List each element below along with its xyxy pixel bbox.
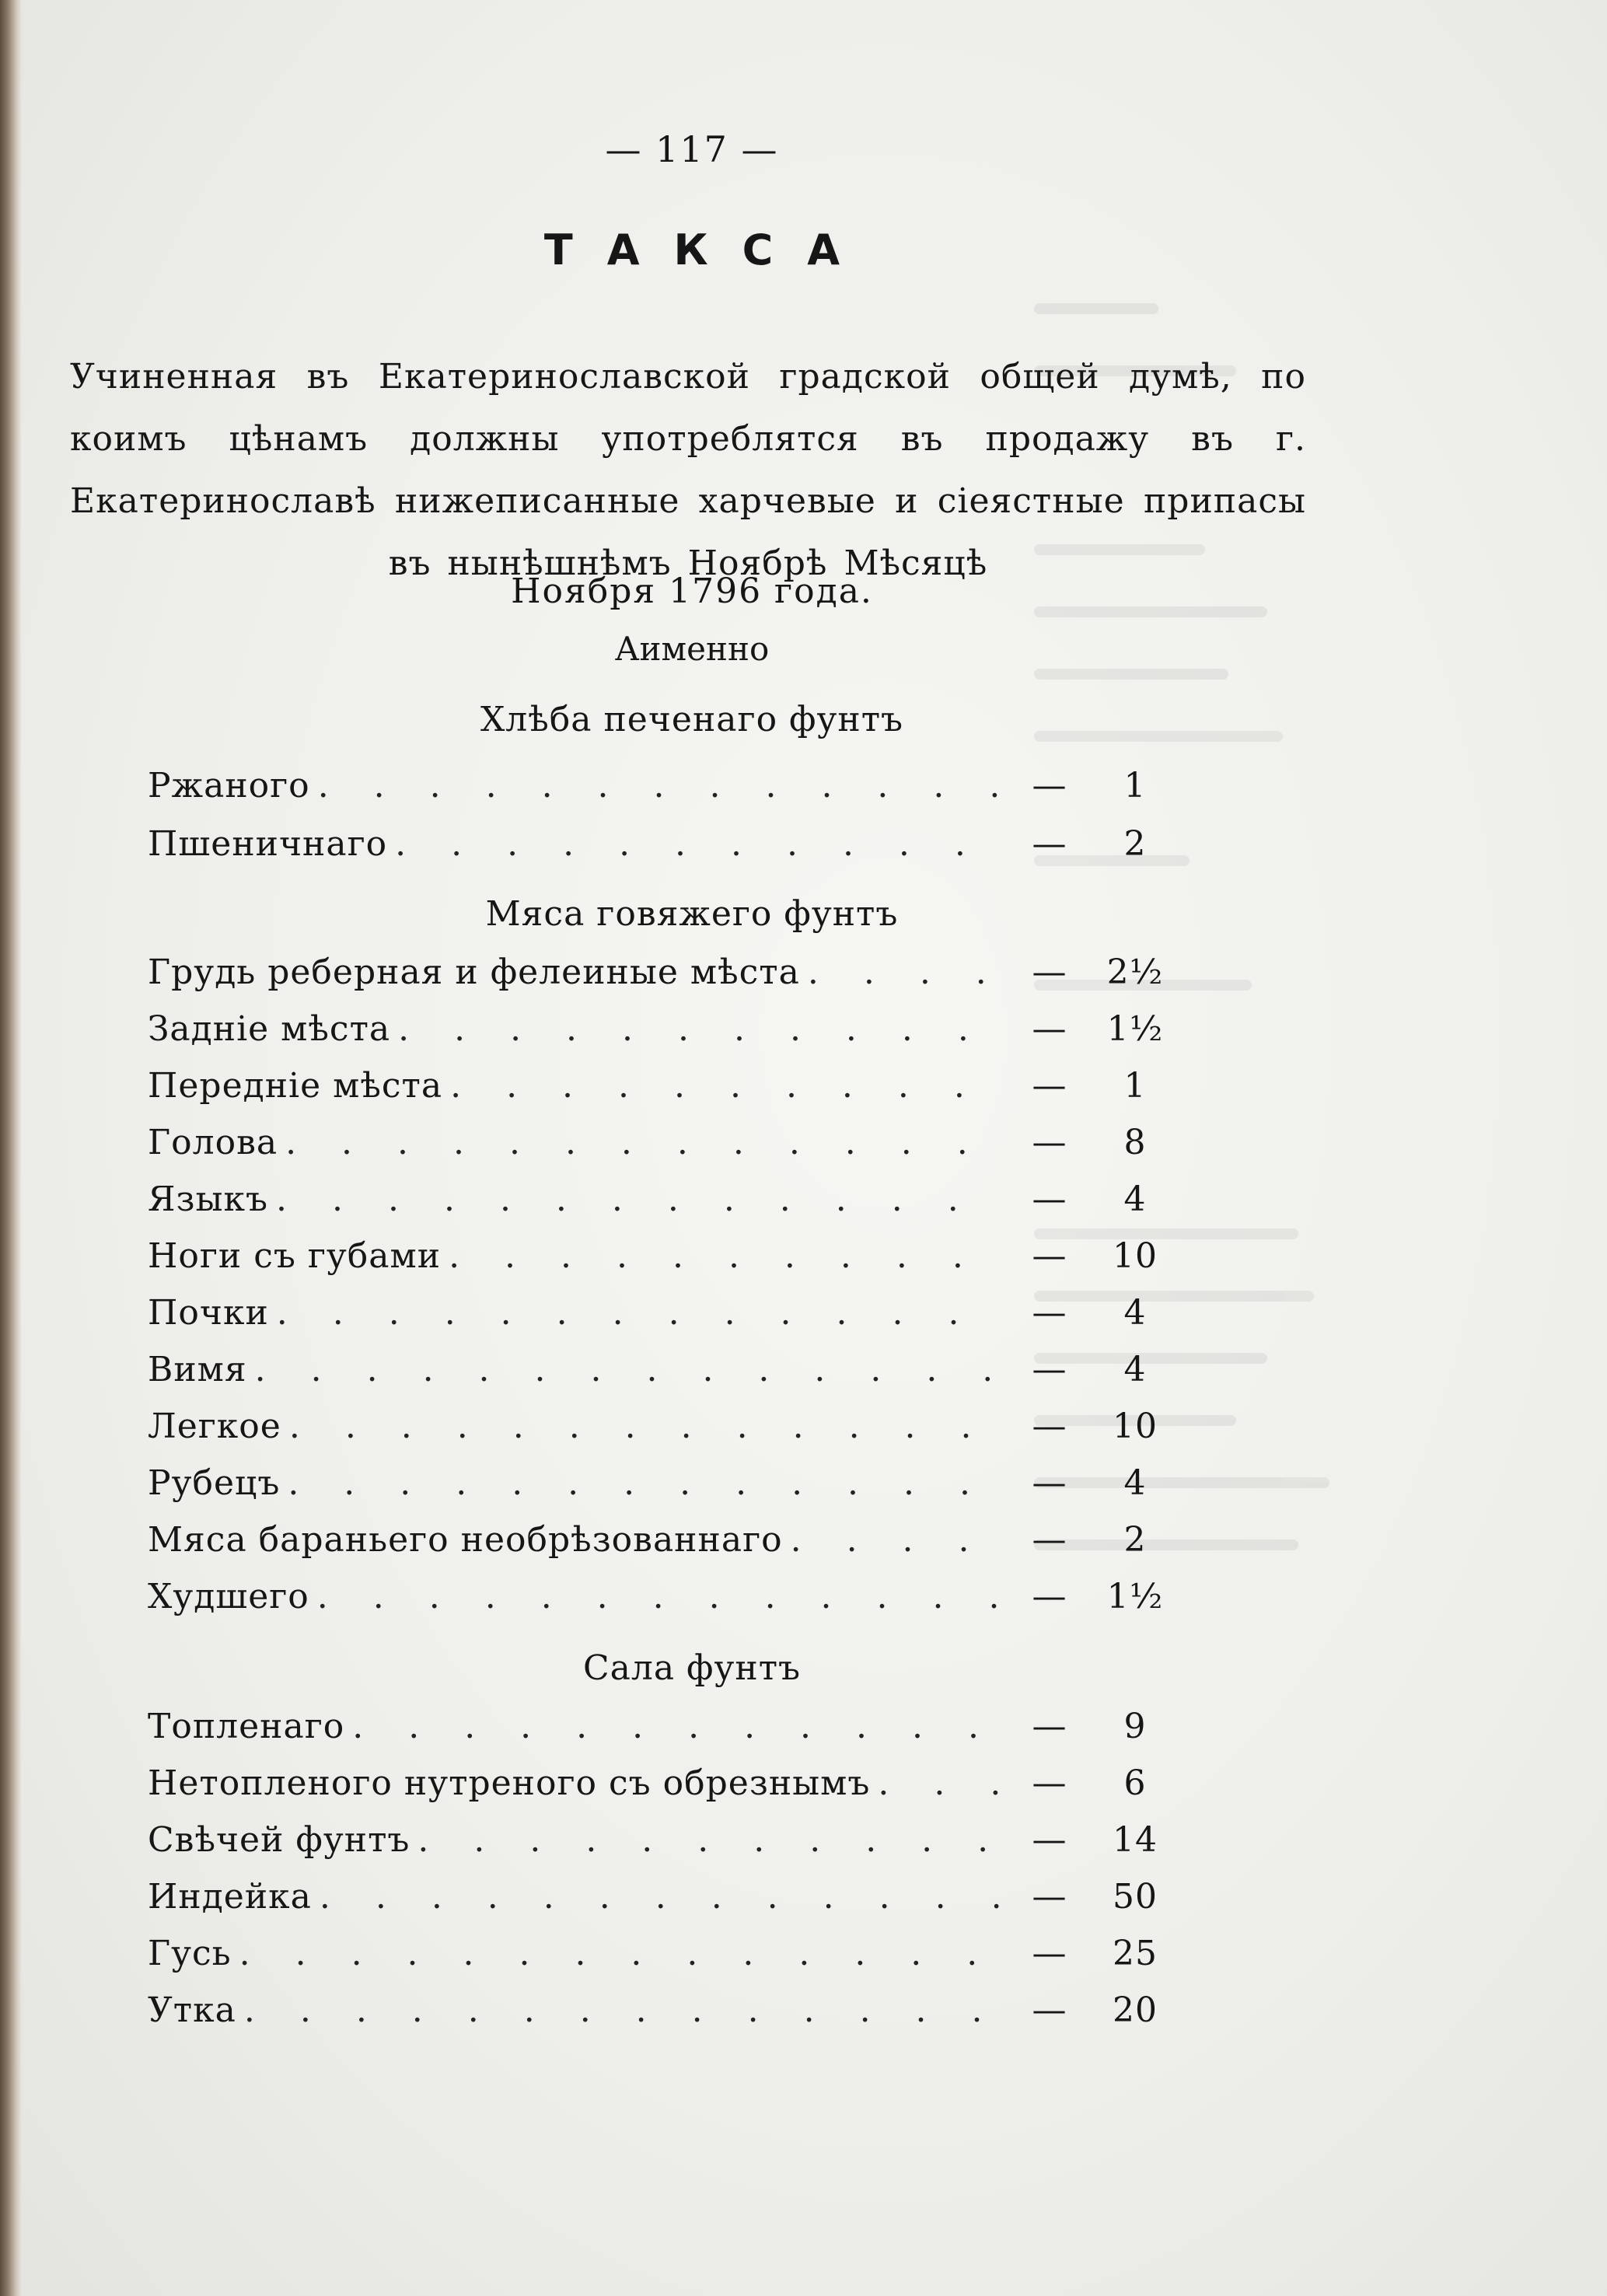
item-price: 4 bbox=[1123, 1293, 1147, 1333]
item-name: Худшего bbox=[148, 1577, 309, 1616]
item-dash: — bbox=[1032, 1463, 1067, 1503]
dot-leader bbox=[288, 1463, 1007, 1503]
price-row bbox=[148, 1179, 1186, 1226]
item-dash: — bbox=[1032, 1577, 1067, 1616]
item-name: Гусь bbox=[148, 1934, 232, 1973]
price-row bbox=[148, 766, 1186, 813]
price-row bbox=[148, 1066, 1186, 1113]
price-row bbox=[148, 1407, 1186, 1453]
price-row bbox=[148, 1463, 1186, 1510]
dot-leader bbox=[450, 1066, 1007, 1106]
price-row bbox=[148, 1934, 1186, 1980]
item-name: Индейка bbox=[148, 1877, 312, 1917]
item-dash: — bbox=[1032, 1763, 1067, 1803]
dot-leader bbox=[352, 1707, 1007, 1746]
item-price: 20 bbox=[1113, 1990, 1158, 2030]
item-dash: — bbox=[1032, 1707, 1067, 1746]
dot-leader bbox=[239, 1934, 1007, 1973]
date-line: Ноября 1796 года. bbox=[511, 571, 873, 611]
price-row bbox=[148, 952, 1186, 999]
dot-leader bbox=[285, 1123, 1007, 1162]
item-name: Грудь реберная и фелеиные мѣста bbox=[148, 952, 800, 992]
namely-label: Аименно bbox=[614, 630, 770, 668]
item-name: Утка bbox=[148, 1990, 236, 2030]
item-dash: — bbox=[1032, 766, 1067, 806]
item-name: Языкъ bbox=[148, 1179, 269, 1219]
price-row bbox=[148, 1877, 1186, 1924]
dot-leader bbox=[276, 1179, 1007, 1219]
item-name: Голова bbox=[148, 1123, 278, 1162]
dot-leader bbox=[320, 1877, 1007, 1917]
item-name: Пшеничнаго bbox=[148, 824, 388, 864]
price-row bbox=[148, 1990, 1186, 2037]
item-name: Вимя bbox=[148, 1350, 247, 1389]
item-dash: — bbox=[1032, 1877, 1067, 1917]
item-price: 4 bbox=[1123, 1463, 1147, 1503]
item-dash: — bbox=[1032, 1293, 1067, 1333]
dot-leader bbox=[317, 1577, 1007, 1616]
item-price: 10 bbox=[1113, 1407, 1158, 1446]
item-price: 4 bbox=[1123, 1179, 1147, 1219]
item-name: Почки bbox=[148, 1293, 269, 1333]
book-binding-edge bbox=[0, 0, 22, 2296]
item-name: Рубецъ bbox=[148, 1463, 281, 1503]
price-row bbox=[148, 1350, 1186, 1396]
item-price: 1½ bbox=[1106, 1577, 1164, 1616]
item-name: Передніе мѣста bbox=[148, 1066, 443, 1106]
item-dash: — bbox=[1032, 1009, 1067, 1049]
price-row bbox=[148, 1763, 1186, 1810]
item-dash: — bbox=[1032, 824, 1067, 864]
section-heading-bread: Хлѣба печенаго фунтъ bbox=[480, 700, 904, 739]
section-heading-lard: Сала фунтъ bbox=[582, 1648, 802, 1688]
item-price: 2½ bbox=[1106, 952, 1164, 992]
dot-leader bbox=[244, 1990, 1007, 2030]
item-price: 2 bbox=[1123, 1520, 1147, 1560]
item-price: 14 bbox=[1113, 1820, 1158, 1860]
dot-leader bbox=[398, 1009, 1007, 1049]
item-price: 6 bbox=[1123, 1763, 1147, 1803]
dot-leader bbox=[255, 1350, 1007, 1389]
item-price: 10 bbox=[1113, 1236, 1158, 1276]
item-price: 25 bbox=[1113, 1934, 1158, 1973]
item-name: Свѣчей фунтъ bbox=[148, 1820, 410, 1860]
dot-leader bbox=[289, 1407, 1007, 1446]
item-price: 8 bbox=[1123, 1123, 1147, 1162]
item-dash: — bbox=[1032, 1066, 1067, 1106]
dot-leader bbox=[878, 1763, 1007, 1803]
price-row bbox=[148, 1123, 1186, 1169]
price-row bbox=[148, 824, 1186, 871]
item-dash: — bbox=[1032, 1236, 1067, 1276]
item-dash: — bbox=[1032, 1990, 1067, 2030]
item-dash: — bbox=[1032, 1820, 1067, 1860]
dot-leader bbox=[791, 1520, 1007, 1560]
section-heading-beef: Мяса говяжего фунтъ bbox=[485, 894, 899, 934]
item-dash: — bbox=[1032, 1350, 1067, 1389]
item-price: 1½ bbox=[1106, 1009, 1164, 1049]
dot-leader bbox=[395, 824, 1007, 864]
item-price: 9 bbox=[1123, 1707, 1147, 1746]
dot-leader bbox=[318, 766, 1007, 806]
item-name: Нетопленого нутреного съ обрезнымъ bbox=[148, 1763, 871, 1803]
item-dash: — bbox=[1032, 952, 1067, 992]
dot-leader bbox=[277, 1293, 1007, 1333]
dot-leader bbox=[417, 1820, 1007, 1860]
intro-paragraph: Учиненная въ Екатеринославской градской общей думѣ, по коимъ цѣнамъ должны употреблятся въ продажу въ г. Екатеринославѣ нижеписанные харчевые и сіеястные припасы въ нынѣшнѣмъ Ноябрѣ Мѣсяцѣ bbox=[70, 357, 1306, 583]
page-number: — 117 — bbox=[605, 128, 779, 170]
item-name: Легкое bbox=[148, 1407, 281, 1446]
item-name: Ноги съ губами bbox=[148, 1236, 442, 1276]
dot-leader bbox=[808, 952, 1007, 992]
item-price: 50 bbox=[1113, 1877, 1158, 1917]
dot-leader bbox=[449, 1236, 1007, 1276]
price-row bbox=[148, 1009, 1186, 1056]
item-name: Мяса бараньего необрѣзованнаго bbox=[148, 1520, 783, 1560]
item-dash: — bbox=[1032, 1179, 1067, 1219]
price-row bbox=[148, 1293, 1186, 1340]
price-row bbox=[148, 1820, 1186, 1867]
item-dash: — bbox=[1032, 1934, 1067, 1973]
item-name: Ржаного bbox=[148, 766, 310, 806]
page-title: ТАКСА bbox=[543, 225, 875, 274]
item-name: Топленаго bbox=[148, 1707, 345, 1746]
item-price: 1 bbox=[1123, 1066, 1147, 1106]
item-price: 1 bbox=[1123, 766, 1147, 806]
price-row bbox=[148, 1236, 1186, 1283]
price-row bbox=[148, 1577, 1186, 1623]
item-dash: — bbox=[1032, 1407, 1067, 1446]
price-row bbox=[148, 1520, 1186, 1567]
item-dash: — bbox=[1032, 1123, 1067, 1162]
item-dash: — bbox=[1032, 1520, 1067, 1560]
item-price: 4 bbox=[1123, 1350, 1147, 1389]
price-row bbox=[148, 1707, 1186, 1753]
item-name: Задніе мѣста bbox=[148, 1009, 391, 1049]
item-price: 2 bbox=[1123, 824, 1147, 864]
